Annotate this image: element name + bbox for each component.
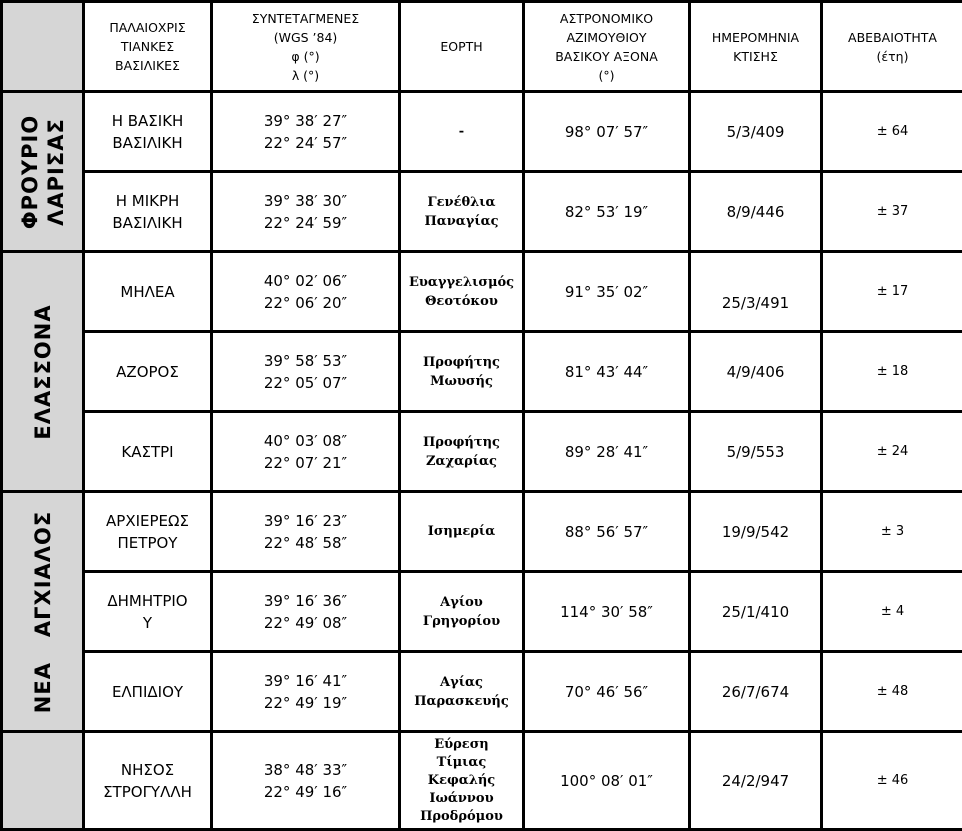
basilica-name [84, 572, 212, 652]
header-line: ΗΜΕΡΟΜΗΝΙΑ [691, 28, 820, 47]
date-cell: 19/9/542 [690, 492, 822, 572]
latitude: 40° 02′ 06″ [213, 270, 398, 292]
table-row [2, 732, 962, 830]
feast-cell [400, 492, 524, 572]
name-line: ΠΕΤΡΟΥ [85, 532, 210, 554]
azimuth-cell: 81° 43′ 44″ [524, 332, 690, 412]
basilica-name [84, 652, 212, 732]
name-line: ΚΑΣΤΡΙ [85, 441, 210, 463]
latitude: 39° 38′ 30″ [213, 190, 398, 212]
header-line: ΤΙΑΝΚΕΣ [85, 37, 210, 56]
basilica-name [84, 412, 212, 492]
date-cell: 5/3/409 [690, 92, 822, 172]
header-line: (WGS ’84) [213, 28, 398, 47]
feast-line: Παρασκευής [401, 692, 522, 711]
header-row [2, 2, 962, 92]
latitude: 40° 03′ 08″ [213, 430, 398, 452]
name-line: ΣΤΡΟΓΥΛΛΗ [85, 781, 210, 803]
feast-cell [400, 252, 524, 332]
uncertainty-cell: ± 64 [822, 92, 962, 172]
basilica-name [84, 732, 212, 830]
longitude: 22° 24′ 59″ [213, 212, 398, 234]
header-date [690, 2, 822, 92]
table-row [2, 92, 962, 172]
feast-line: Θεοτόκου [401, 292, 522, 311]
header-line: ΒΑΣΙΚΟΥ ΑΞΟΝΑ [525, 47, 688, 66]
feast-line: Προφήτης [401, 353, 522, 372]
date-cell: 8/9/446 [690, 172, 822, 252]
header-line: ΠΑΛΑΙΟΧΡΙΣ [85, 18, 210, 37]
table-row [2, 252, 962, 332]
azimuth-cell: 91° 35′ 02″ [524, 252, 690, 332]
name-line: ΒΑΣΙΛΙΚΗ [85, 212, 210, 234]
feast-line: Ισημερία [401, 522, 522, 541]
feast-line: Ζαχαρίας [401, 452, 522, 471]
azimuth-cell: 100° 08′ 01″ [524, 732, 690, 830]
feast-cell [400, 572, 524, 652]
header-coordinates [212, 2, 400, 92]
feast-cell [400, 332, 524, 412]
uncertainty-cell: ± 4 [822, 572, 962, 652]
basilica-name [84, 92, 212, 172]
name-line: ΒΑΣΙΛΙΚΗ [85, 132, 210, 154]
latitude: 39° 38′ 27″ [213, 110, 398, 132]
header-uncertainty [822, 2, 962, 92]
header-line: φ (°) [213, 47, 398, 66]
uncertainty-cell: ± 46 [822, 732, 962, 830]
uncertainty-cell: ± 3 [822, 492, 962, 572]
group-cell-unlabeled [2, 732, 84, 830]
uncertainty-cell: ± 17 [822, 252, 962, 332]
group-cell-nea-anchialos [2, 492, 84, 732]
header-line: (°) [525, 66, 688, 85]
feast-line: Προδρόμου [401, 808, 522, 826]
latitude: 38° 48′ 33″ [213, 759, 398, 781]
feast-line: Εύρεση [401, 736, 522, 754]
coordinates-cell [212, 172, 400, 252]
longitude: 22° 05′ 07″ [213, 372, 398, 394]
basilica-name [84, 172, 212, 252]
header-line: ΒΑΣΙΛΙΚΕΣ [85, 56, 210, 75]
feast-cell [400, 412, 524, 492]
name-line: ΜΗΛΕΑ [85, 281, 210, 303]
date-cell: 4/9/406 [690, 332, 822, 412]
feast-line: Αγίου [401, 593, 522, 612]
date-cell: 26/7/674 [690, 652, 822, 732]
table-row [2, 652, 962, 732]
longitude: 22° 49′ 19″ [213, 692, 398, 714]
header-basilica [84, 2, 212, 92]
header-line: ΑΒΕΒΑΙΟΤΗΤΑ [823, 28, 962, 47]
coordinates-cell [212, 652, 400, 732]
feast-line: Μωυσής [401, 372, 522, 391]
uncertainty-cell: ± 48 [822, 652, 962, 732]
latitude: 39° 16′ 41″ [213, 670, 398, 692]
name-line: ΕΛΠΙΔΙΟΥ [85, 681, 210, 703]
uncertainty-cell: ± 37 [822, 172, 962, 252]
azimuth-cell: 70° 46′ 56″ [524, 652, 690, 732]
group-label [30, 510, 56, 712]
azimuth-cell: 98° 07′ 57″ [524, 92, 690, 172]
feast-line: Ευαγγελισμός [401, 273, 522, 292]
group-label-line: ΝΕΑ ΑΓΧΙΑΛΟΣ [30, 510, 56, 712]
uncertainty-cell: ± 18 [822, 332, 962, 412]
feast-line: Γρηγορίου [401, 612, 522, 631]
name-line: Η ΜΙΚΡΗ [85, 190, 210, 212]
corner-cell [2, 2, 84, 92]
azimuth-cell: 88° 56′ 57″ [524, 492, 690, 572]
feast-line: Παναγίας [401, 212, 522, 231]
name-line: ΝΗΣΟΣ [85, 759, 210, 781]
name-line: ΔΗΜΗΤΡΙΟ [85, 590, 210, 612]
group-label-line: ΛΑΡΙΣΑΣ [43, 114, 69, 228]
azimuth-cell: 89° 28′ 41″ [524, 412, 690, 492]
feast-line: - [401, 122, 522, 141]
coordinates-cell [212, 492, 400, 572]
group-label [17, 114, 69, 228]
table-row [2, 492, 962, 572]
group-label [30, 304, 56, 439]
group-cell-larissa [2, 92, 84, 252]
table-row [2, 412, 962, 492]
group-label-line: ΦΡΟΥΡΙΟ [17, 114, 43, 228]
header-line: ΚΤΙΣΗΣ [691, 47, 820, 66]
header-line: ΣΥΝΤΕΤΑΓΜΕΝΕΣ [213, 9, 398, 28]
header-line: ΑΣΤΡΟΝΟΜΙΚΟ [525, 9, 688, 28]
name-line: Υ [85, 612, 210, 634]
feast-line: Γενέθλια [401, 193, 522, 212]
coordinates-cell [212, 332, 400, 412]
feast-line: Αγίας [401, 673, 522, 692]
feast-line: Ιωάννου [401, 790, 522, 808]
group-cell-elassona [2, 252, 84, 492]
longitude: 22° 06′ 20″ [213, 292, 398, 314]
coordinates-cell [212, 412, 400, 492]
name-line: ΑΡΧΙΕΡΕΩΣ [85, 510, 210, 532]
feast-cell [400, 652, 524, 732]
header-azimuth [524, 2, 690, 92]
latitude: 39° 58′ 53″ [213, 350, 398, 372]
table-row [2, 572, 962, 652]
date-cell: 24/2/947 [690, 732, 822, 830]
coordinates-cell [212, 92, 400, 172]
feast-line: Κεφαλής [401, 772, 522, 790]
latitude: 39° 16′ 23″ [213, 510, 398, 532]
header-line: λ (°) [213, 66, 398, 85]
date-cell: 25/3/491 [690, 252, 822, 332]
header-line: (έτη) [823, 47, 962, 66]
feast-line: Προφήτης [401, 433, 522, 452]
table-row [2, 172, 962, 252]
header-line: ΕΟΡΤΗ [401, 37, 522, 56]
uncertainty-cell: ± 24 [822, 412, 962, 492]
longitude: 22° 49′ 16″ [213, 781, 398, 803]
name-line: Η ΒΑΣΙΚΗ [85, 110, 210, 132]
header-feast [400, 2, 524, 92]
longitude: 22° 49′ 08″ [213, 612, 398, 634]
latitude: 39° 16′ 36″ [213, 590, 398, 612]
table-row [2, 332, 962, 412]
azimuth-cell: 82° 53′ 19″ [524, 172, 690, 252]
coordinates-cell [212, 732, 400, 830]
basilica-name [84, 492, 212, 572]
header-line: ΑΖΙΜΟΥΘΙΟΥ [525, 28, 688, 47]
date-cell: 25/1/410 [690, 572, 822, 652]
group-label-line: ΕΛΑΣΣΟΝΑ [30, 304, 56, 439]
coordinates-cell [212, 572, 400, 652]
feast-cell [400, 172, 524, 252]
longitude: 22° 24′ 57″ [213, 132, 398, 154]
date-cell: 5/9/553 [690, 412, 822, 492]
name-line: ΑΖΟΡΟΣ [85, 361, 210, 383]
coordinates-cell [212, 252, 400, 332]
feast-line: Τίμιας [401, 754, 522, 772]
longitude: 22° 07′ 21″ [213, 452, 398, 474]
feast-cell [400, 732, 524, 830]
azimuth-cell: 114° 30′ 58″ [524, 572, 690, 652]
basilica-name [84, 332, 212, 412]
basilica-name [84, 252, 212, 332]
feast-cell [400, 92, 524, 172]
longitude: 22° 48′ 58″ [213, 532, 398, 554]
